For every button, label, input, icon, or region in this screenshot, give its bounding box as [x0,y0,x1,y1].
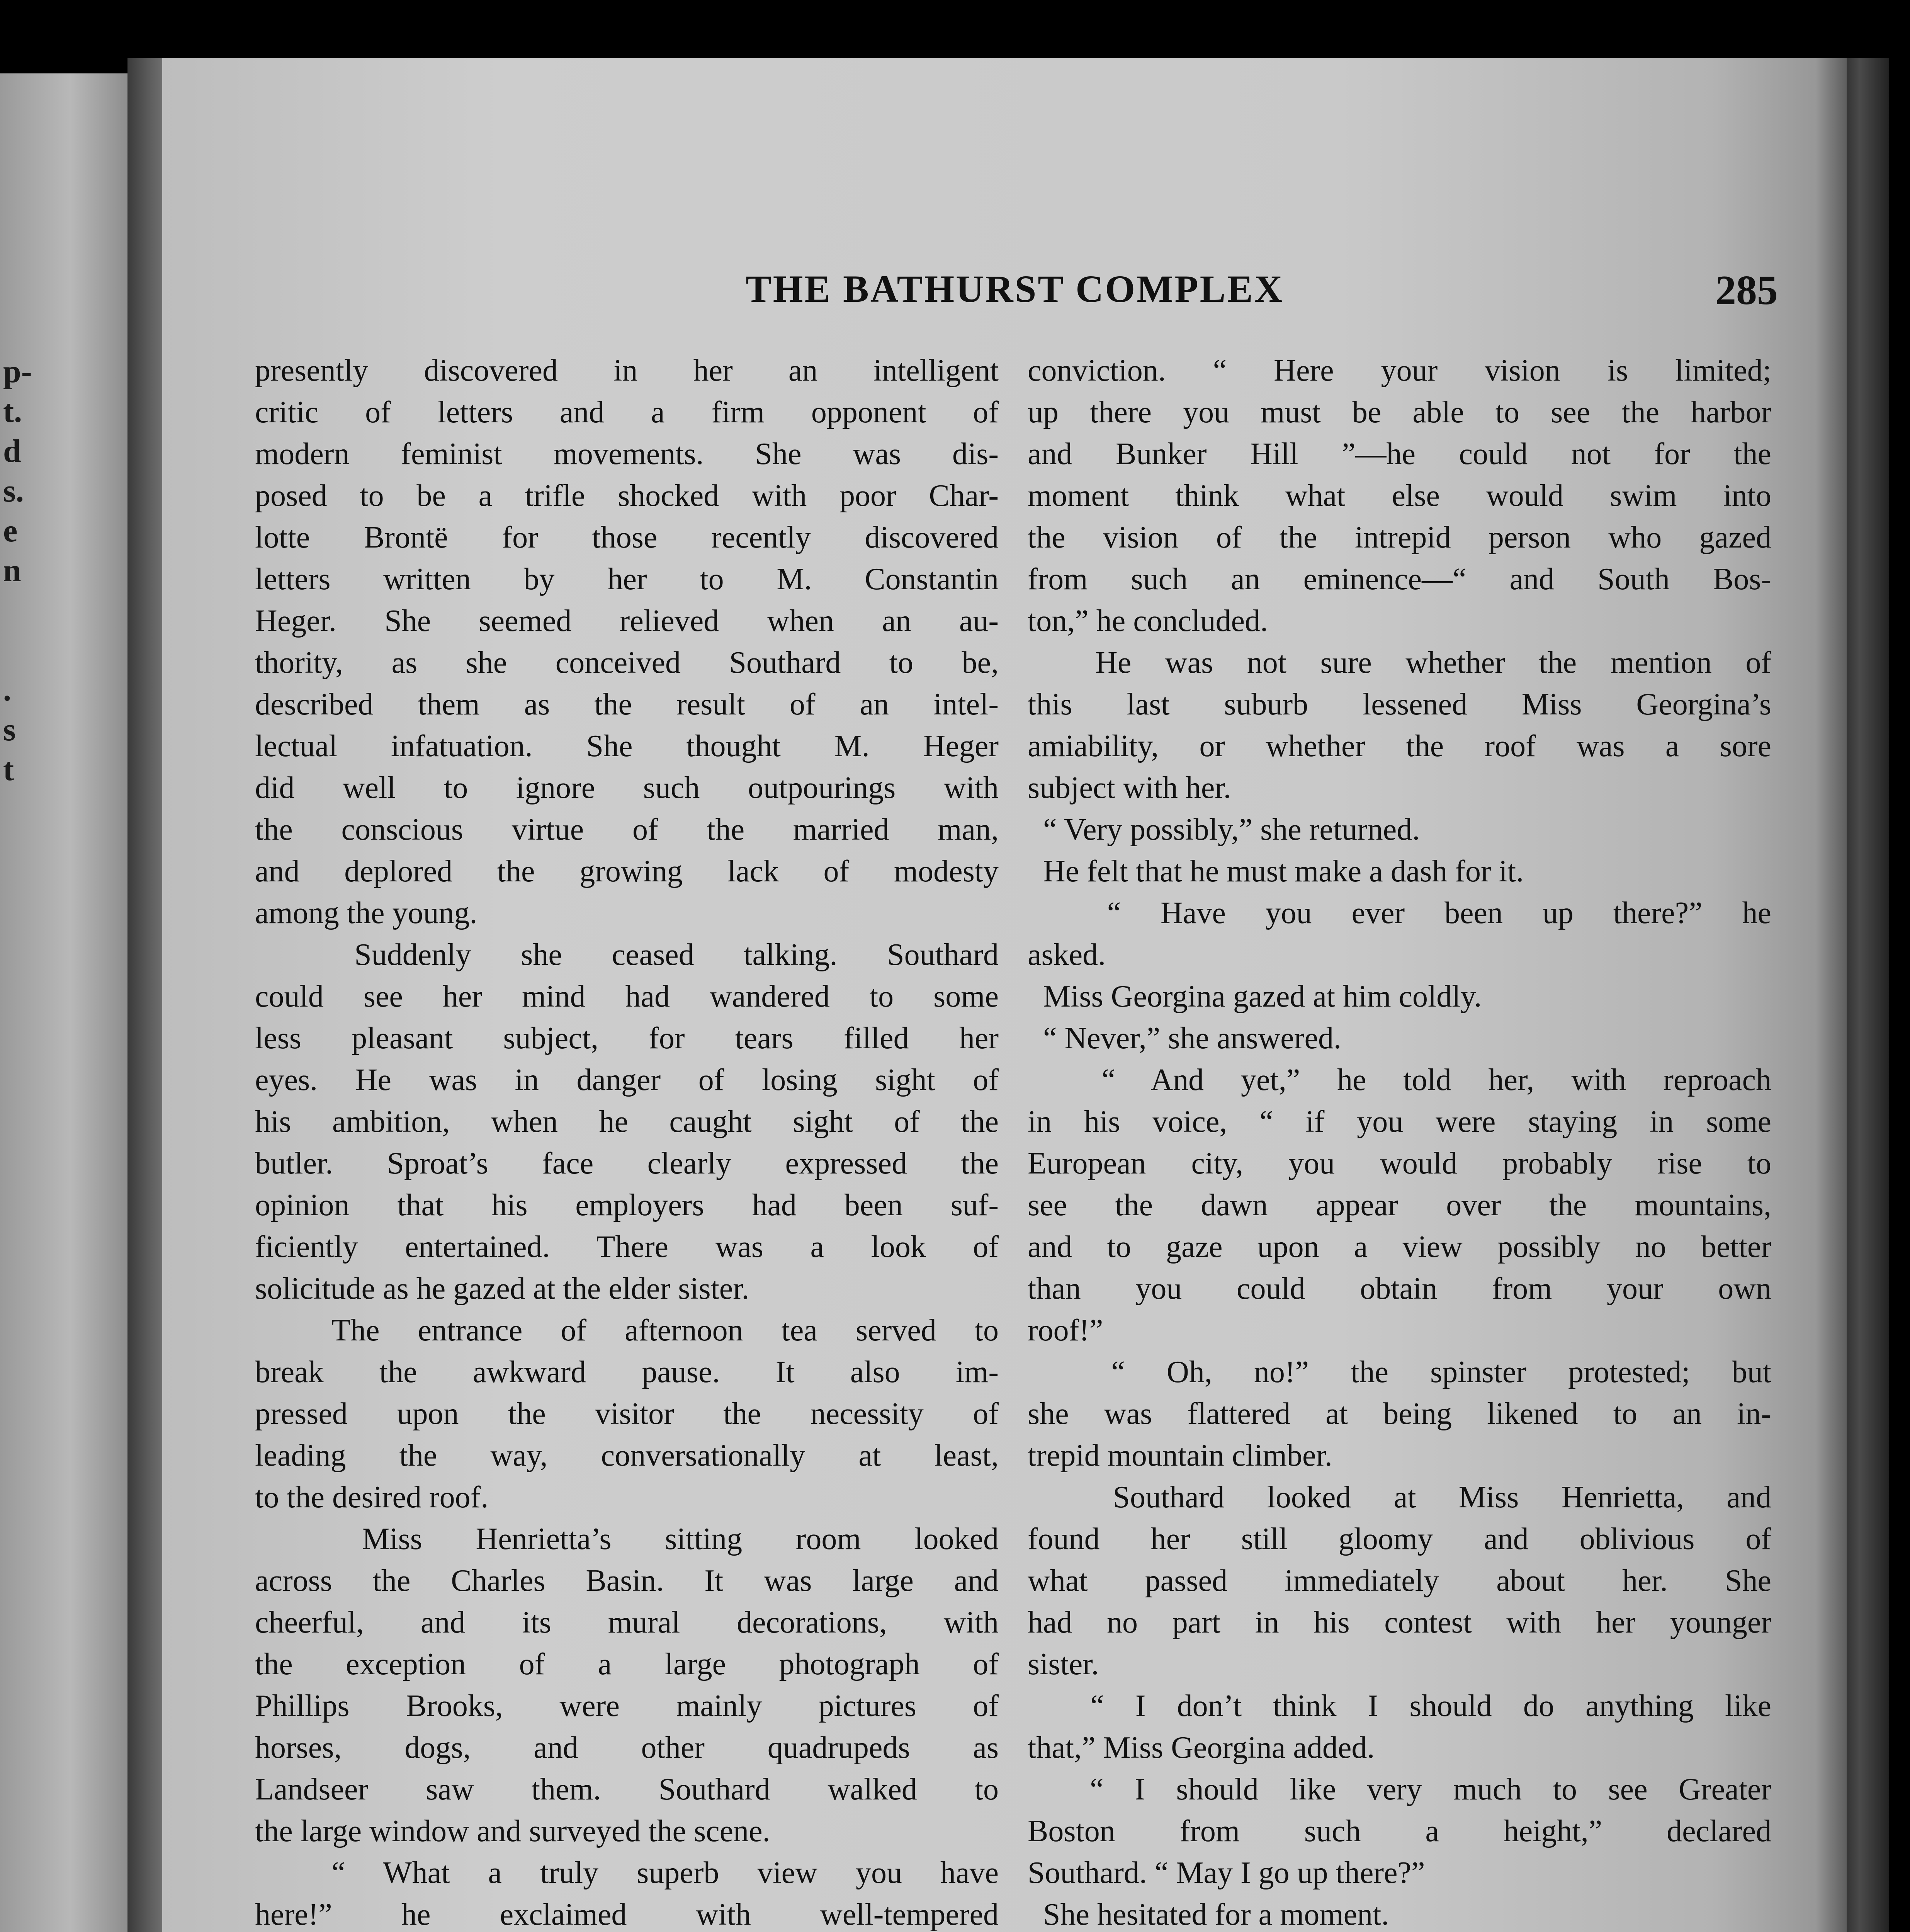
facing-page-fragment [3,630,38,670]
book-gutter [127,58,162,1932]
text-line: Suddenly she ceased talking. Southard [255,938,999,972]
text-line: Phillips Brooks, were mainly pictures of [255,1689,999,1723]
text-line: to the desired roof. [255,1480,489,1514]
text-line: “ Have you ever been up there?” he [1028,896,1771,930]
text-line: could see her mind had wandered to some [255,980,999,1014]
text-line: did well to ignore such outpourings with [255,771,999,805]
text-line: see the dawn appear over the mountains, [1028,1188,1771,1222]
text-line: “ Never,” she answered. [1028,1021,1341,1055]
text-line: conviction. “ Here your vision is limited; [1028,354,1771,388]
text-line: had no part in his contest with her younger [1028,1605,1771,1639]
facing-page-fragment: d [3,433,21,469]
facing-page-fragment: n [3,553,21,588]
text-line: lectual infatuation. She thought M. Heger [255,729,999,763]
text-line: “ I should like very much to see Greater [1028,1772,1771,1806]
text-line: “ What a truly superb view you have [255,1856,999,1890]
page-number: 285 [1715,267,1778,313]
text-line: trepid mountain climber. [1028,1439,1332,1473]
facing-page-fragment: t. [3,393,22,429]
text-line: in his voice, “ if you were staying in some [1028,1105,1771,1139]
facing-page-fragment: s [3,712,16,748]
left-text-column [255,350,999,1932]
text-line: and Bunker Hill ”—he could not for the [1028,437,1771,471]
text-line: here!” he exclaimed with well-tempered [255,1898,999,1932]
text-line: the exception of a large photograph of [255,1647,999,1681]
text-line: Landseer saw them. Southard walked to [255,1772,999,1806]
facing-page-fragment: e [3,513,18,549]
text-line: his ambition, when he caught sight of the [255,1105,999,1139]
text-line: leading the way, conversationally at least, [255,1439,999,1473]
text-line: “ Very possibly,” she returned. [1028,813,1420,847]
text-line: Southard. “ May I go up there?” [1028,1856,1425,1890]
text-line: thority, as she conceived Southard to be, [255,646,999,680]
facing-page-fragments [3,352,38,789]
text-line: She hesitated for a moment. [1028,1898,1389,1932]
text-line: the conscious virtue of the married man, [255,813,999,847]
running-title: THE BATHURST COMPLEX [746,267,1284,310]
facing-page-fragment [3,590,38,630]
facing-page-fragment: p- [3,354,32,389]
text-line: Miss Georgina gazed at him coldly. [1028,980,1482,1014]
text-line: “ Oh, no!” the spinster protested; but [1028,1355,1771,1389]
text-line: the vision of the intrepid person who gazed [1028,520,1771,554]
text-line: He felt that he must make a dash for it. [1028,854,1524,888]
text-line: moment think what else would swim into [1028,479,1771,513]
text-line: break the awkward pause. It also im- [255,1355,999,1389]
text-line: presently discovered in her an intelligent [255,354,999,388]
text-line: among the young. [255,896,477,930]
text-line: He was not sure whether the mention of [1028,646,1771,680]
text-line: than you could obtain from your own [1028,1272,1771,1306]
text-line: “ And yet,” he told her, with reproach [1028,1063,1771,1097]
text-line: and deplored the growing lack of modesty [255,854,999,888]
text-line: cheerful, and its mural decorations, with [255,1605,999,1639]
text-line: butler. Sproat’s face clearly expressed the [255,1146,999,1180]
text-line: pressed upon the visitor the necessity of [255,1397,999,1431]
text-line: she was flattered at being likened to an in- [1028,1397,1771,1431]
text-line: eyes. He was in danger of losing sight of [255,1063,999,1097]
text-line: across the Charles Basin. It was large and [255,1564,999,1598]
right-text-column [1028,350,1771,1932]
text-line: Southard looked at Miss Henrietta, and [1028,1480,1771,1514]
text-line: asked. [1028,938,1106,972]
text-line: amiability, or whether the roof was a sore [1028,729,1771,763]
text-line: horses, dogs, and other quadrupeds as [255,1731,999,1765]
text-line: Boston from such a height,” declared [1028,1814,1771,1848]
text-line: from such an eminence—“ and South Bos- [1028,562,1771,596]
text-line: critic of letters and a firm opponent of [255,395,999,429]
text-line: described them as the result of an intel- [255,687,999,721]
text-line: Heger. She seemed relieved when an au- [255,604,999,638]
text-line: ficiently entertained. There was a look of [255,1230,999,1264]
text-line: solicitude as he gazed at the elder sister. [255,1272,749,1306]
text-line: letters written by her to M. Constantin [255,562,999,596]
text-line: what passed immediately about her. She [1028,1564,1771,1598]
text-line: modern feminist movements. She was dis- [255,437,999,471]
text-line: The entrance of afternoon tea served to [255,1313,999,1347]
text-line: found her still gloomy and oblivious of [1028,1522,1771,1556]
text-line: European city, you would probably rise to [1028,1146,1771,1180]
facing-page-fragment: s. [3,473,24,509]
text-line: Miss Henrietta’s sitting room looked [255,1522,999,1556]
text-line: ton,” he concluded. [1028,604,1268,638]
text-line: sister. [1028,1647,1099,1681]
text-line: less pleasant subject, for tears filled her [255,1021,999,1055]
facing-page-fragment: t [3,752,14,787]
facing-page-edge [0,73,127,1932]
facing-page-fragment: . [3,672,11,708]
text-line: this last suburb lessened Miss Georgina’s [1028,687,1771,721]
text-line: that,” Miss Georgina added. [1028,1731,1375,1765]
text-line: and to gaze upon a view possibly no better [1028,1230,1771,1264]
text-line: “ I don’t think I should do anything like [1028,1689,1771,1723]
text-line: up there you must be able to see the harbor [1028,395,1771,429]
text-line: subject with her. [1028,771,1231,805]
page-edge-shadow [1816,58,1889,1932]
text-line: opinion that his employers had been suf- [255,1188,999,1222]
text-line: posed to be a trifle shocked with poor Char- [255,479,999,513]
text-line: lotte Brontë for those recently discovered [255,520,999,554]
text-line: the large window and surveyed the scene. [255,1814,770,1848]
text-line: roof!” [1028,1313,1103,1347]
